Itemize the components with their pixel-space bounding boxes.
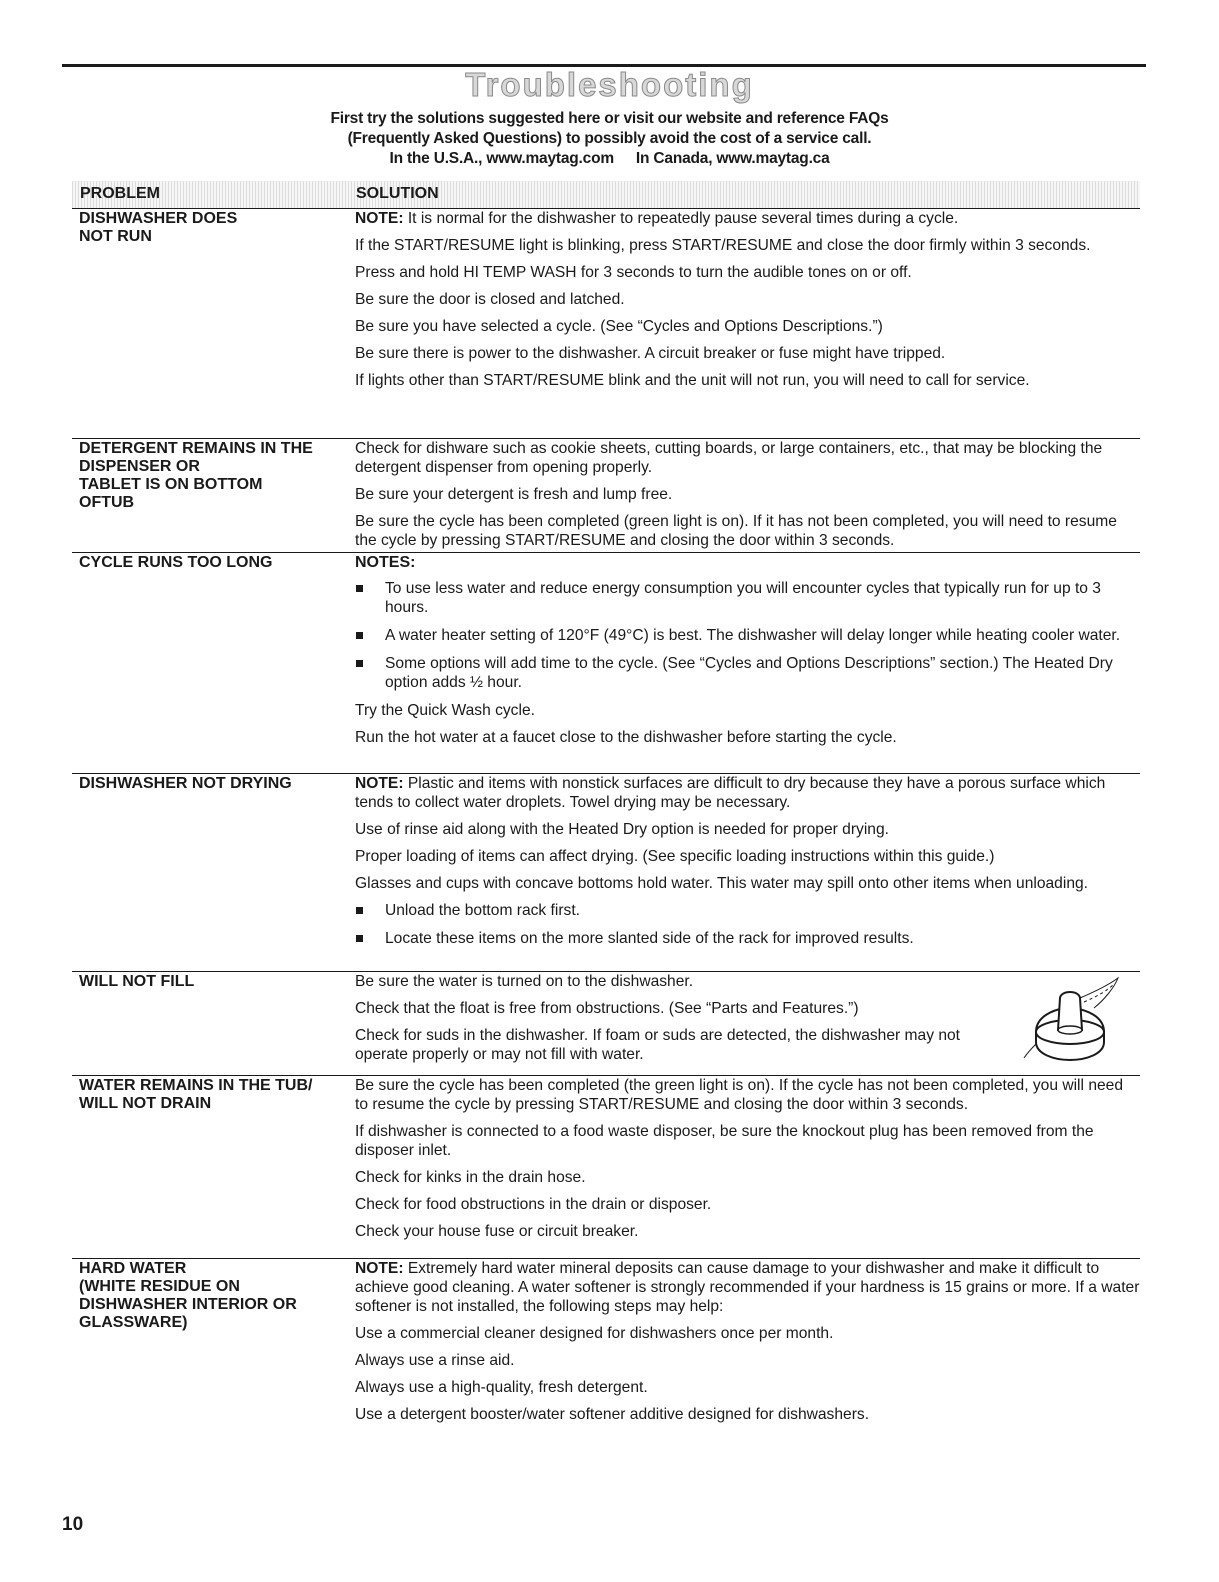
column-header-problem: PROBLEM	[80, 185, 160, 202]
note	[355, 209, 1140, 228]
table-row	[72, 209, 1140, 438]
problem-line: HARD WATER	[79, 1260, 187, 1277]
bullet-item: A water heater setting of 120°F (49°C) is best. The dishwasher will delay longer while heating cooler water.	[355, 626, 1125, 645]
solution-cell	[355, 439, 1140, 550]
solution-cell	[355, 1259, 1140, 1424]
intro-us-website: In the U.S.A., www.maytag.com	[389, 150, 614, 167]
float-motion-line	[1024, 1044, 1036, 1058]
page-number: 10	[62, 1514, 84, 1535]
solution-item: Use a detergent booster/water softener additive designed for dishwashers.	[355, 1406, 870, 1423]
troubleshooting-table	[72, 181, 1140, 1433]
note-text: It is normal for the dishwasher to repeatedly pause several times during a cycle.	[403, 210, 959, 227]
problem-line: WATER REMAINS IN THE TUB/	[79, 1077, 313, 1094]
solution-item: Check your house fuse or circuit breaker.	[355, 1223, 639, 1240]
bullet-item: Unload the bottom rack first.	[355, 901, 1140, 920]
problem-line: DETERGENT REMAINS IN THE	[79, 440, 313, 457]
bullet-item: To use less water and reduce energy consumption you will encounter cycles that typically run for up to 3 hours.	[355, 579, 1125, 617]
table-row	[72, 1075, 1140, 1258]
float-cap	[1058, 992, 1082, 1030]
bullet-item: Locate these items on the more slanted side of the rack for improved results.	[355, 929, 1140, 948]
solution-item: Use of rinse aid along with the Heated Dry option is needed for proper drying.	[355, 821, 889, 838]
problem-line: DISHWASHER NOT DRYING	[79, 775, 292, 792]
problem-line: OFTUB	[79, 494, 135, 511]
notes-label: NOTES:	[355, 554, 416, 571]
table-row	[72, 438, 1140, 552]
problem-line: NOT RUN	[79, 228, 152, 245]
table-row	[72, 552, 1140, 773]
intro-text	[0, 109, 1219, 169]
bullet-item: Some options will add time to the cycle. (See “Cycles and Options Descriptions” section.) The Heated Dry option adds ½ hour.	[355, 654, 1145, 692]
problem-line: DISHWASHER INTERIOR OR	[79, 1296, 297, 1313]
problem-line: TABLET IS ON BOTTOM	[79, 476, 263, 493]
solution-item: Be sure the cycle has been completed (the green light is on). If the cycle has not been completed, you will need to resume the cycle by pressing START/RESUME and closing the door within 3 seconds.	[355, 1077, 1124, 1113]
solution-cell	[355, 209, 1140, 390]
problem-line: DISPENSER OR	[79, 458, 200, 475]
float-illustration	[1014, 974, 1124, 1070]
solution-item: Be sure your detergent is fresh and lump free.	[355, 486, 673, 503]
solution-item: If the START/RESUME light is blinking, press START/RESUME and close the door firmly within 3 seconds.	[355, 237, 1091, 254]
solution-item: Be sure you have selected a cycle. (See “Cycles and Options Descriptions.”)	[355, 318, 883, 335]
problem-cell	[79, 1077, 351, 1113]
solution-cell	[355, 553, 1140, 747]
solution-item: Try the Quick Wash cycle.	[355, 702, 535, 719]
problem-line: DISHWASHER DOES	[79, 210, 238, 227]
solution-item: Check for kinks in the drain hose.	[355, 1169, 586, 1186]
problem-line: WILL NOT DRAIN	[79, 1095, 212, 1112]
problem-cell	[79, 210, 351, 246]
problem-line: GLASSWARE)	[79, 1314, 188, 1331]
solution-item: Check for suds in the dishwasher. If foam or suds are detected, the dishwasher may not operate properly or may not fill with water.	[355, 1027, 961, 1063]
intro-line-2: (Frequently Asked Questions) to possibly avoid the cost of a service call.	[347, 130, 872, 147]
intro-line-1: First try the solutions suggested here or visit our website and reference FAQs	[330, 110, 889, 127]
page-title: Troubleshooting	[465, 66, 754, 103]
solution-item: Run the hot water at a faucet close to the dishwasher before starting the cycle.	[355, 729, 897, 746]
intro-canada-website: In Canada, www.maytag.ca	[635, 150, 830, 167]
note-text: Plastic and items with nonstick surfaces are difficult to dry because they have a porous surface which tends to collect water droplets. Towel drying may be necessary.	[355, 775, 1106, 811]
solution-cell	[355, 774, 1140, 948]
solution-item: Check that the float is free from obstructions. (See “Parts and Features.”)	[355, 1000, 859, 1017]
problem-cell	[79, 440, 351, 512]
table-row	[72, 971, 1140, 1075]
problem-line: (WHITE RESIDUE ON	[79, 1278, 240, 1295]
solution-item: Be sure there is power to the dishwasher. A circuit breaker or fuse might have tripped.	[355, 345, 946, 362]
solution-item: Be sure the cycle has been completed (green light is on). If it has not been completed, you will need to resume the cycle by pressing START/RESUME and closing the door within 3 seconds.	[355, 513, 1117, 549]
note-label: NOTE:	[355, 1260, 404, 1277]
float-motion-line	[1084, 984, 1114, 1002]
note-label: NOTE:	[355, 775, 404, 792]
note	[355, 1259, 1140, 1316]
note	[355, 774, 1140, 812]
solution-item: If lights other than START/RESUME blink and the unit will not run, you will need to call for service.	[355, 372, 1030, 389]
problem-line: WILL NOT FILL	[79, 973, 195, 990]
problem-cell	[79, 775, 351, 793]
solution-item: Use a commercial cleaner designed for dishwashers once per month.	[355, 1325, 834, 1342]
problem-cell	[79, 973, 351, 991]
solution-item: Always use a high-quality, fresh detergent.	[355, 1379, 648, 1396]
float-motion-line	[1080, 978, 1118, 1008]
solution-item: Check for dishware such as cookie sheets, cutting boards, or large containers, etc., that may be blocking the detergent dispenser from opening properly.	[355, 440, 1103, 476]
solution-item: Press and hold HI TEMP WASH for 3 seconds to turn the audible tones on or off.	[355, 264, 912, 281]
table-row	[72, 773, 1140, 971]
problem-line: CYCLE RUNS TOO LONG	[79, 554, 273, 571]
solution-item: If dishwasher is connected to a food waste disposer, be sure the knockout plug has been removed from the disposer inlet.	[355, 1123, 1094, 1159]
solution-item: Glasses and cups with concave bottoms hold water. This water may spill onto other items when unloading.	[355, 875, 1088, 892]
solution-item: Check for food obstructions in the drain or disposer.	[355, 1196, 712, 1213]
table-row	[72, 1258, 1140, 1433]
solution-item: Always use a rinse aid.	[355, 1352, 515, 1369]
intro-line-3	[0, 149, 1219, 169]
solution-item: Be sure the door is closed and latched.	[355, 291, 625, 308]
solution-cell	[355, 1076, 1140, 1241]
solution-item: Be sure the water is turned on to the dishwasher.	[355, 973, 694, 990]
float-cap-base	[1058, 1026, 1082, 1034]
solution-item: Proper loading of items can affect drying. (See specific loading instructions within this guide.)	[355, 848, 995, 865]
column-header-solution: SOLUTION	[356, 185, 439, 202]
problem-cell	[79, 1260, 351, 1332]
note-text: Extremely hard water mineral deposits can cause damage to your dishwasher and make it difficult to achieve good cleaning. A water softener is strongly recommended if your hardness is 15 grains or more. If a water softener is not installed, the following steps may help:	[355, 1260, 1140, 1315]
table-header	[72, 181, 1140, 209]
problem-cell	[79, 554, 351, 572]
note-label: NOTE:	[355, 210, 404, 227]
